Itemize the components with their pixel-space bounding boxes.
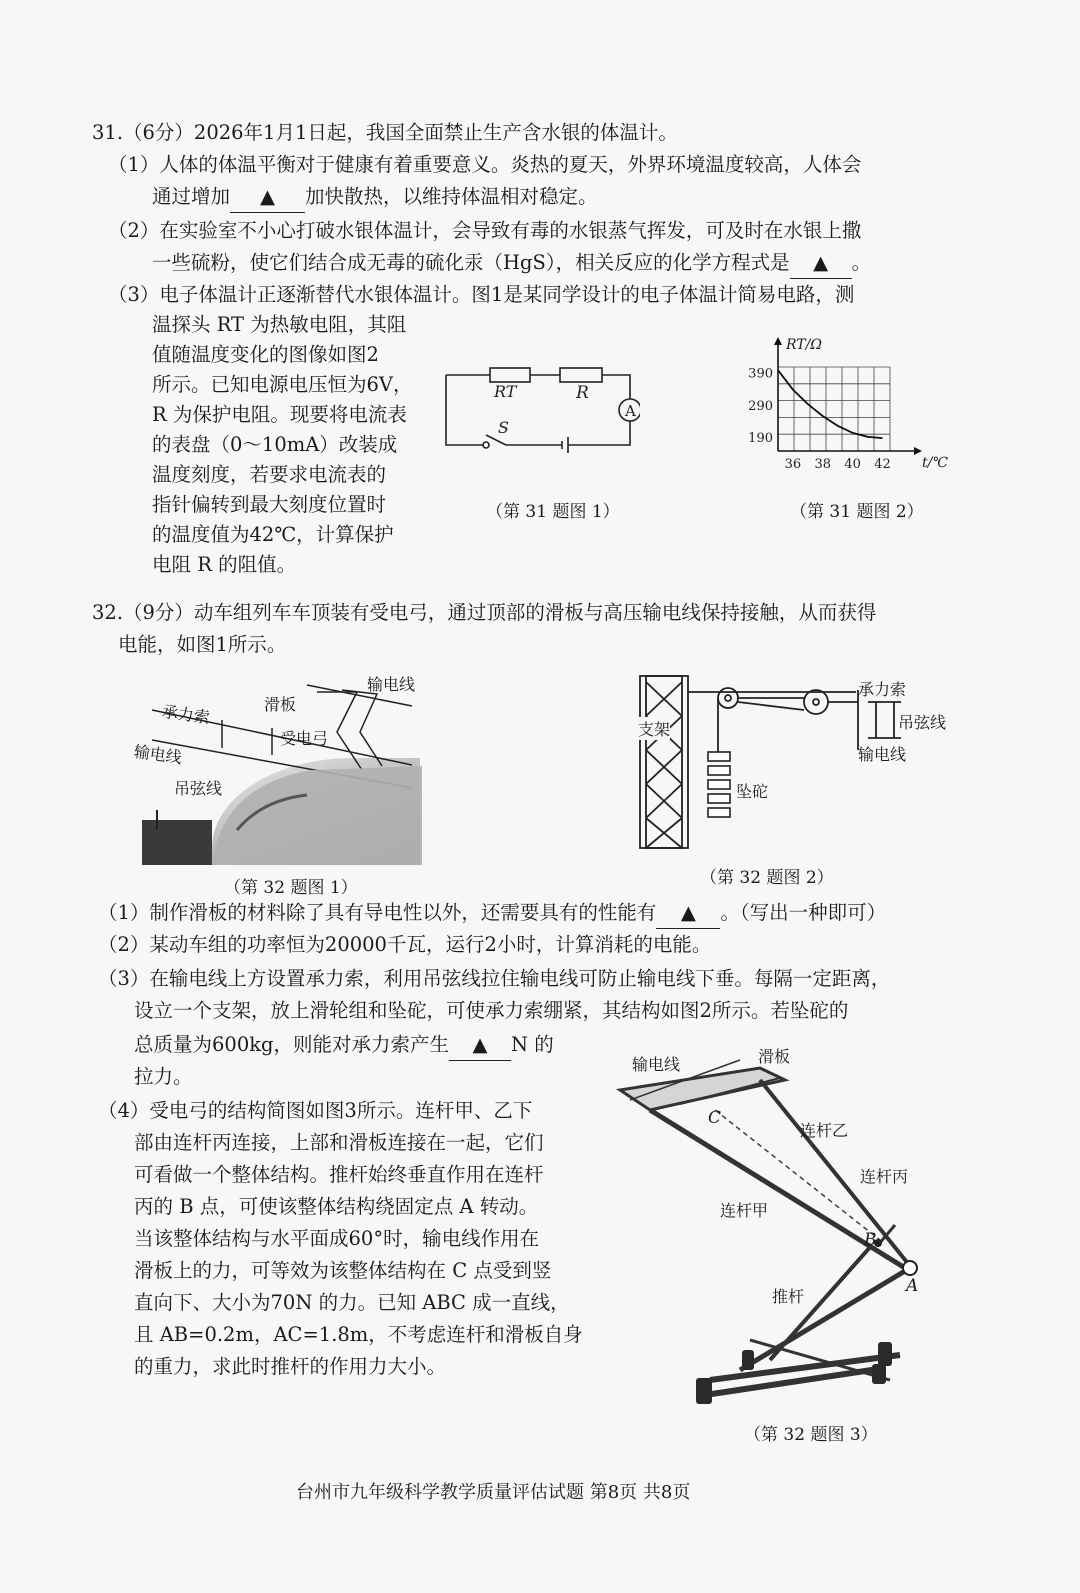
q32-train-figure <box>132 670 422 865</box>
label-point-a: A <box>906 1276 919 1296</box>
label-weight: 坠砣 <box>736 782 769 801</box>
fig1-label: 输电线 <box>132 741 183 768</box>
label-slide: 滑板 <box>758 1047 791 1066</box>
q32-fig3-caption: （第 32 题图 3） <box>744 1425 878 1445</box>
q32-fig1-caption: （第 32 题图 1） <box>224 878 358 898</box>
label-point-c: C <box>708 1108 722 1128</box>
fig1-label: 受电弓 <box>280 729 329 748</box>
q32-part4-line: 可看做一个整体结构。推杆始终垂直作用在连杆 <box>134 1163 544 1186</box>
y-tick-label: 190 <box>748 431 773 447</box>
q32-part4-line: 部由连杆丙连接，上部和滑板连接在一起，它们 <box>134 1131 544 1154</box>
q32-part4-line: 直向下、大小为70N 的力。已知 ABC 成一直线， <box>134 1291 570 1314</box>
label-wire: 输电线 <box>858 745 907 764</box>
q31-part3-line: 温度刻度，若要求电流表的 <box>152 463 387 486</box>
x-axis-arrow <box>914 447 922 455</box>
thermistor-rt <box>490 368 530 382</box>
fig1-label: 承力索 <box>160 701 211 728</box>
q31-part3-line: 值随温度变化的图像如图2 <box>152 343 379 366</box>
q31-part1-line2: 通过增加 ▲ 加快散热，以维持体温相对稳定。 <box>152 182 598 213</box>
y-axis-label: RT/Ω <box>786 337 822 353</box>
label-point-b: B <box>864 1230 877 1250</box>
fig1-label: 吊弦线 <box>174 779 223 798</box>
q31-stem: 31.（6分）2026年1月1日起，我国全面禁止生产含水银的体温计。 <box>92 121 678 144</box>
q32-stem-line1: 32.（9分）动车组列车车顶装有受电弓，通过顶部的滑板与高压输电线保持接触，从而获得 <box>92 601 877 624</box>
q32-stem-line2: 电能，如图1所示。 <box>118 633 287 656</box>
q31-part3-line: 的温度值为42℃，计算保护 <box>152 523 394 546</box>
page-footer: 台州市九年级科学教学质量评估试题 第8页 共8页 <box>296 1482 691 1503</box>
label-cable: 承力索 <box>858 680 907 699</box>
q32-part4-line: （4）受电弓的结构简图如图3所示。连杆甲、乙下 <box>98 1099 533 1122</box>
q32-part3-line1: （3）在输电线上方设置承力索，利用吊弦线拉住输电线可防止输电线下垂。每隔一定距离， <box>98 967 891 990</box>
q32-part3-line3: 总质量为600kg，则能对承力索产生 ▲ N 的 <box>134 1030 554 1061</box>
x-tick-label: 40 <box>844 457 861 472</box>
q31-answer-blank-1[interactable]: ▲ <box>230 182 305 213</box>
q32-part3-line2: 设立一个支架，放上滑轮组和坠砣，可使承力索绷紧，其结构如图2所示。若坠砣的 <box>134 999 849 1022</box>
y-tick-label: 390 <box>748 366 773 382</box>
fig1-label: 输电线 <box>367 675 416 694</box>
label-dropper: 吊弦线 <box>898 713 947 732</box>
pivot-a-icon <box>903 1261 917 1275</box>
x-tick-label: 42 <box>874 457 891 472</box>
weight-stack-icon <box>708 752 730 817</box>
q32-support-figure <box>636 672 956 852</box>
q31-part1-line1: （1）人体的体温平衡对于健康有着重要意义。炎热的夏天，外界环境温度较高，人体会 <box>108 153 862 176</box>
label-wire: 输电线 <box>632 1055 681 1074</box>
label-switch: S <box>498 418 509 437</box>
q31-part2-line2: 一些硫粉，使它们结合成无毒的硫化汞（HgS），相关反应的化学方程式是 ▲ 。 <box>152 248 871 279</box>
q31-part3-line: 的表盘（0～10mA）改装成 <box>152 433 398 456</box>
label-push-rod: 推杆 <box>772 1287 805 1306</box>
label-ammeter: A <box>625 402 636 420</box>
x-tick-label: 38 <box>814 457 832 472</box>
q31-part2-line1: （2）在实验室不小心打破水银体温计，会导致有毒的水银蒸气挥发，可及时在水银上撒 <box>108 219 862 242</box>
q31-rt-temperature-chart <box>740 325 960 485</box>
q31-part3-line: 指针偏转到最大刻度位置时 <box>152 493 387 516</box>
q31-part3-line: 电阻 R 的阻值。 <box>152 553 297 576</box>
y-axis-arrow <box>774 337 782 345</box>
q31-part3-line: 所示。已知电源电压恒为6V， <box>152 373 413 396</box>
fig1-label: 滑板 <box>264 695 297 714</box>
q32-part3-line4: 拉力。 <box>134 1065 193 1088</box>
q32-part4-line: 丙的 B 点，可使该整体结构绕固定点 A 转动。 <box>134 1195 539 1218</box>
q32-part4-line: 当该整体结构与水平面成60°时，输电线作用在 <box>134 1227 540 1250</box>
resistor-r <box>560 368 602 382</box>
q31-part3-line: R 为保护电阻。现要将电流表 <box>152 403 407 426</box>
label-rod-a: 连杆甲 <box>720 1201 769 1220</box>
label-rt: RT <box>494 382 517 401</box>
label-r: R <box>576 383 589 403</box>
q32-pantograph-figure <box>610 1040 960 1410</box>
q31-circuit-diagram <box>440 355 640 460</box>
q32-part1: （1）制作滑板的材料除了具有导电性以外，还需要具有的性能有 ▲ 。（写出一种即可） <box>98 898 886 929</box>
q32-part4-text-block <box>98 1096 598 1384</box>
q32-part4-line: 滑板上的力，可等效为该整体结构在 C 点受到竖 <box>134 1259 552 1282</box>
q31-part3-line: 温探头 RT 为热敏电阻，其阻 <box>152 313 407 336</box>
q31-part3-text-block <box>152 310 432 580</box>
label-rod-b: 连杆乙 <box>800 1121 849 1140</box>
y-tick-label: 290 <box>748 398 773 414</box>
q32-part4-line: 且 AB=0.2m，AC=1.8m，不考虑连杆和滑板自身 <box>134 1323 583 1346</box>
q31-part3-line1: （3）电子体温计正逐渐替代水银体温计。图1是某同学设计的电子体温计简易电路，测 <box>108 283 855 306</box>
label-support: 支架 <box>638 717 670 740</box>
q32-part2: （2）某动车组的功率恒为20000千瓦，运行2小时，计算消耗的电能。 <box>98 933 712 956</box>
x-axis-label: t/℃ <box>922 455 949 471</box>
q31-fig2-caption: （第 31 题图 2） <box>790 502 924 522</box>
q32-part4-line: 的重力，求此时推杆的作用力大小。 <box>134 1355 447 1378</box>
q31-fig1-caption: （第 31 题图 1） <box>486 502 620 522</box>
q32-fig2-caption: （第 32 题图 2） <box>700 868 834 888</box>
q32-answer-blank-1[interactable]: ▲ <box>656 898 720 929</box>
q32-answer-blank-2[interactable]: ▲ <box>449 1030 511 1061</box>
q31-answer-blank-2[interactable]: ▲ <box>790 248 852 279</box>
x-tick-label: 36 <box>784 457 802 472</box>
label-rod-c: 连杆丙 <box>860 1167 909 1186</box>
